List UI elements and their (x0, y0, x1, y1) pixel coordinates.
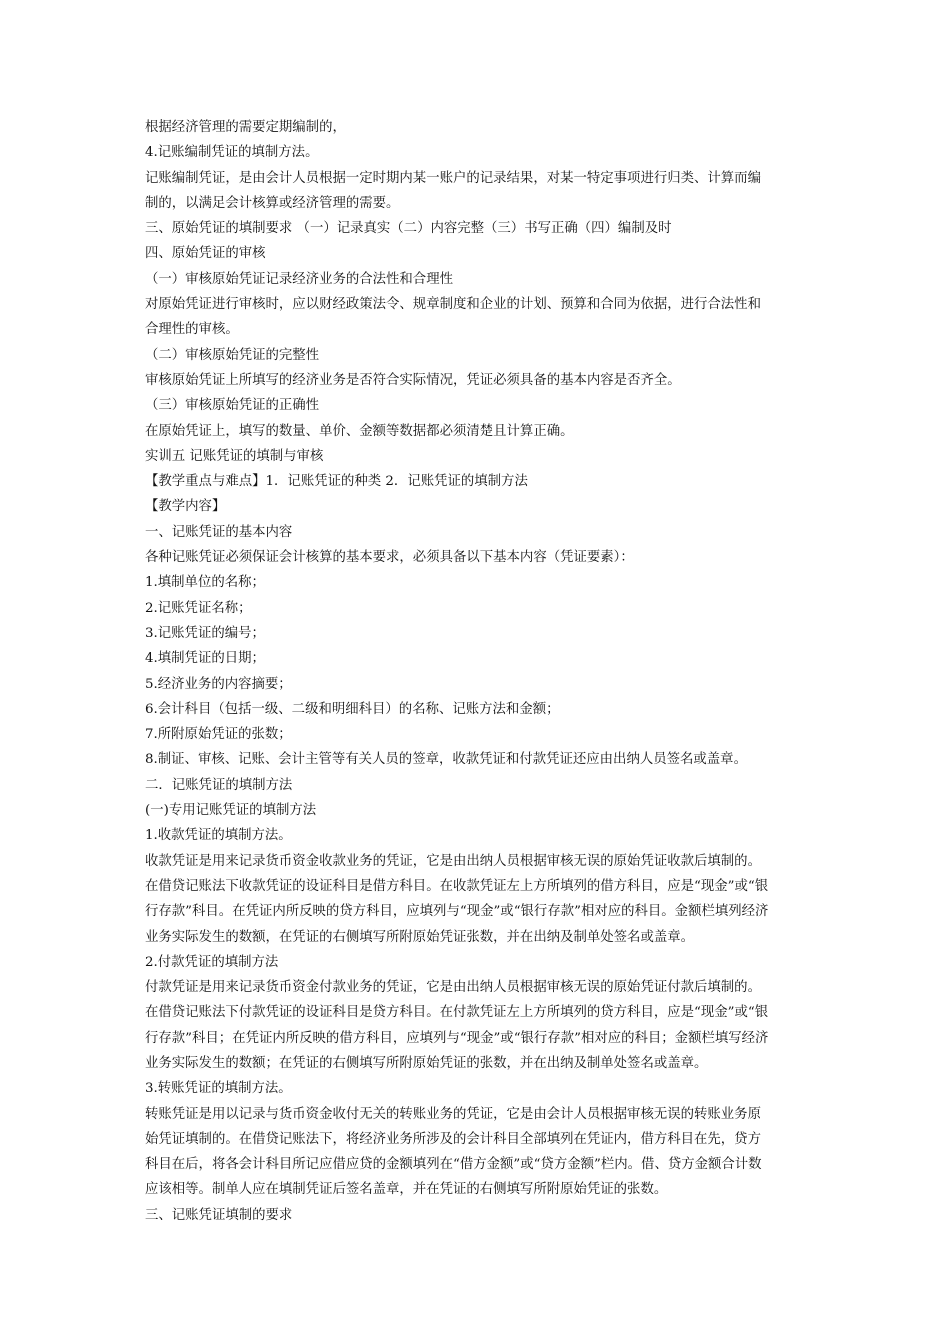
text-line: 行存款”科目；在凭证内所反映的借方科目，应填列与“现金”或“银行存款”相对应的科目；金额栏填写经济 (145, 1030, 769, 1046)
list-item: 3.记账凭证的编号； (145, 625, 265, 641)
text-line: 收款凭证是用来记录货币资金收款业务的凭证，它是由出纳人员根据审核无误的原始凭证收款后填制的。 (145, 853, 761, 869)
subsection-heading: 2.付款凭证的填制方法 (145, 954, 279, 970)
list-item: 7.所附原始凭证的张数； (145, 727, 292, 743)
teaching-focus: 【教学重点与难点】1．记账凭证的种类 2．记账凭证的填制方法 (145, 474, 528, 490)
text-line: 行存款”科目。在凭证内所反映的贷方科目，应填列与“现金”或“银行存款”相对应的科目。金额栏填列经济 (145, 904, 769, 920)
text-line: 记账编制凭证，是由会计人员根据一定时期内某一账户的记录结果，对某一特定事项进行归类、计算而编 (145, 170, 761, 186)
text-line: 业务实际发生的数额；在凭证的右侧填写所附原始凭证的张数，并在出纳及制单处签名或盖章。 (145, 1055, 708, 1071)
section-heading: 一、记账凭证的基本内容 (145, 524, 293, 540)
text-line: 付款凭证是用来记录货币资金付款业务的凭证，它是由出纳人员根据审核无误的原始凭证付款后填制的。 (145, 980, 761, 996)
text-line: 各种记账凭证必须保证会计核算的基本要求，必须具备以下基本内容（凭证要素）： (145, 550, 634, 566)
subsection-heading: 1.收款凭证的填制方法。 (145, 828, 292, 844)
text-line: 转账凭证是用以记录与货币资金收付无关的转账业务的凭证，它是由会计人员根据审核无误的转账业务原 (145, 1106, 761, 1122)
list-item: 5.经济业务的内容摘要； (145, 676, 292, 692)
section-heading: 四、原始凭证的审核 (145, 246, 266, 262)
list-item: 1.填制单位的名称； (145, 575, 265, 591)
section-heading: 三、记账凭证填制的要求 (145, 1207, 293, 1223)
subsection-heading: （三）审核原始凭证的正确性 (145, 398, 320, 414)
subsection-heading: 3.转账凭证的填制方法。 (145, 1081, 292, 1097)
text-line: 制的，以满足会计核算或经济管理的需要。 (145, 195, 400, 211)
section-heading: 4.记账编制凭证的填制方法。 (145, 145, 319, 161)
text-line: 科目在后，将各会计科目所记应借应贷的金额填列在“借方金额”或“贷方金额”栏内。借、贷方金额合计数 (145, 1157, 762, 1173)
subsection-heading: （一）审核原始凭证记录经济业务的合法性和合理性 (145, 271, 453, 287)
list-item: 4.填制凭证的日期； (145, 651, 265, 667)
text-line: 在原始凭证上，填写的数量、单价、金额等数据都必须清楚且计算正确。 (145, 423, 574, 439)
text-line: 合理性的审核。 (145, 322, 239, 338)
document-body (145, 115, 810, 1228)
list-item: 8.制证、审核、记账、会计主管等有关人员的签章，收款凭证和付款凭证还应由出纳人员签名或盖章。 (145, 752, 747, 768)
text-line: 对原始凭证进行审核时，应以财经政策法令、规章制度和企业的计划、预算和合同为依据，进行合法性和 (145, 297, 761, 313)
subsection-heading: （二）审核原始凭证的完整性 (145, 347, 320, 363)
list-item: 2.记账凭证名称； (145, 600, 252, 616)
text-line: 审核原始凭证上所填写的经济业务是否符合实际情况，凭证必须具备的基本内容是否齐全。 (145, 372, 681, 388)
section-heading: 三、原始凭证的填制要求 （一）记录真实（二）内容完整（三）书写正确（四）编制及时 (145, 221, 672, 237)
text-line: 业务实际发生的数额，在凭证的右侧填写所附原始凭证张数，并在出纳及制单处签名或盖章。 (145, 929, 695, 945)
text-line: 在借贷记账法下收款凭证的设证科目是借方科目。在收款凭证左上方所填列的借方科目，应是“现金”或“银 (145, 878, 769, 894)
text-line: 始凭证填制的。在借贷记账法下，将经济业务所涉及的会计科目全部填列在凭证内，借方科目在先，贷方 (145, 1131, 761, 1147)
chapter-title: 实训五 记账凭证的填制与审核 (145, 448, 324, 464)
subsection-heading: (一)专用记账凭证的填制方法 (145, 803, 317, 819)
text-line: 在借贷记账法下付款凭证的设证科目是贷方科目。在付款凭证左上方所填列的贷方科目，应是“现金”或“银 (145, 1005, 769, 1021)
list-item: 6.会计科目（包括一级、二级和明细科目）的名称、记账方法和金额； (145, 701, 560, 717)
text-line: 根据经济管理的需要定期编制的， (145, 120, 346, 135)
section-heading: 二．记账凭证的填制方法 (145, 777, 293, 793)
teaching-content-label: 【教学内容】 (145, 499, 226, 515)
text-line: 应该相等。制单人应在填制凭证后签名盖章，并在凭证的右侧填写所附原始凭证的张数。 (145, 1182, 668, 1198)
